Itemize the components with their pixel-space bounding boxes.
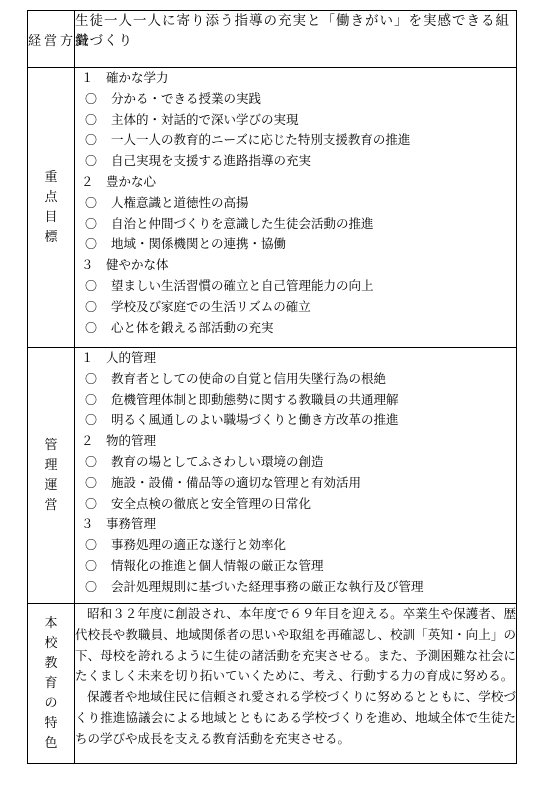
item-text: 一人一人の教育的ニーズに応じた特別支援教育の推進 — [111, 132, 411, 148]
list-item — [75, 110, 516, 131]
list-item — [75, 318, 516, 339]
item-text: 心と体を鍛える部活動の充実 — [111, 319, 274, 335]
item-text: 危機管理体制と即動態勢に関する教職員の共通理解 — [111, 391, 399, 407]
goals-label-char: 標 — [44, 229, 58, 245]
list-item — [75, 151, 516, 172]
item-text: 事務処理の適正な遂行と効率化 — [111, 537, 287, 553]
item-text: 望ましい生活習慣の確立と自己管理能力の向上 — [111, 277, 374, 293]
circle-bullet-icon: 〇 — [85, 154, 98, 169]
circle-bullet-icon: 〇 — [85, 392, 98, 407]
list-item — [75, 556, 516, 577]
circle-bullet-icon: 〇 — [85, 454, 98, 469]
goals-row — [28, 68, 517, 348]
features-label-char: の — [44, 695, 58, 711]
circle-bullet-icon: 〇 — [85, 320, 98, 335]
list-item — [75, 89, 516, 110]
item-text: 情報化の推進と個人情報の厳正な管理 — [111, 557, 324, 573]
circle-bullet-icon: 〇 — [85, 91, 98, 106]
features-label-text — [28, 614, 74, 754]
circle-bullet-icon: 〇 — [85, 237, 98, 252]
features-label — [28, 604, 75, 764]
goals-label-text — [28, 168, 74, 248]
management-label-char: 運 — [44, 477, 58, 493]
list-item — [75, 410, 516, 431]
circle-bullet-icon: 〇 — [85, 216, 98, 231]
circle-bullet-icon: 〇 — [85, 195, 98, 210]
list-item — [75, 535, 516, 556]
features-paragraph: 昭和３２年度に創設され、本年度で６９年目を迎える。卒業生や保護者、歴代校長や教職員、地域関係者の思いや取組を再確認し、校訓「英知・向上」の下、母校を誇れるように生徒の諸活動を充実させる。また、予測困難な社会にたくましく未来を切り拓いていくために、考え、行動する力の育成に努める。 — [75, 606, 516, 684]
circle-bullet-icon: 〇 — [85, 133, 98, 148]
item-text: 教育者としての使命の自覚と信用失墜行為の根絶 — [111, 370, 387, 386]
list-item — [75, 297, 516, 318]
management-content — [75, 348, 517, 604]
management-label-char: 管 — [44, 437, 58, 453]
management-label-text — [28, 436, 74, 516]
item-text: 自治と仲間づくりを意識した生徒会活動の推進 — [111, 215, 374, 231]
item-text: 分かる・できる授業の実践 — [111, 90, 262, 106]
section-heading: ２ 豊かな心 — [81, 173, 157, 189]
list-item — [75, 494, 516, 515]
item-text: 教育の場としてふさわしい環境の創造 — [111, 453, 324, 469]
features-label-char: 本 — [44, 615, 58, 631]
section-heading: ３ 事務管理 — [81, 516, 157, 532]
list-item — [75, 473, 516, 494]
list-item — [75, 452, 516, 473]
section-heading: ３ 健やかな体 — [81, 257, 169, 273]
circle-bullet-icon: 〇 — [85, 278, 98, 293]
management-row — [28, 348, 517, 604]
features-label-char: 色 — [44, 735, 58, 751]
features-label-char: 校 — [44, 635, 58, 651]
item-text: 人権意識と道徳性の高揚 — [111, 194, 249, 210]
item-text: 学校及び家庭での生活リズムの確立 — [111, 298, 311, 314]
circle-bullet-icon: 〇 — [85, 496, 98, 511]
goals-label-char: 重 — [44, 169, 58, 185]
circle-bullet-icon: 〇 — [85, 558, 98, 573]
goals-label-char: 目 — [44, 209, 58, 225]
item-text: 会計処理規則に基づいた経理事務の厳正な執行及び管理 — [111, 578, 424, 594]
features-row — [28, 604, 517, 764]
list-item — [75, 130, 516, 151]
item-text: 地域・関係機関との連携・協働 — [111, 236, 287, 252]
circle-bullet-icon: 〇 — [85, 371, 98, 386]
list-item — [75, 577, 516, 598]
circle-bullet-icon: 〇 — [85, 579, 98, 594]
item-text: 施設・設備・備品等の適切な管理と有効活用 — [111, 474, 362, 490]
goals-label-char: 点 — [44, 189, 58, 205]
list-item — [75, 276, 516, 297]
policy-label: 経営方針 — [28, 11, 75, 68]
circle-bullet-icon: 〇 — [85, 538, 98, 553]
list-item — [75, 390, 516, 411]
circle-bullet-icon: 〇 — [85, 299, 98, 314]
section-heading: １ 確かな学力 — [81, 70, 169, 85]
management-label-char: 理 — [44, 457, 58, 473]
list-item — [75, 193, 516, 214]
section-heading: ２ 物的管理 — [81, 433, 157, 449]
features-label-char: 特 — [44, 715, 58, 731]
school-policy-table — [27, 10, 517, 764]
features-label-char: 教 — [44, 655, 58, 671]
goals-label — [28, 68, 75, 348]
goals-content — [75, 68, 517, 348]
policy-row — [28, 11, 517, 68]
item-text: 自己実現を支援する進路指導の充実 — [111, 153, 312, 169]
item-text: 主体的・対話的で深い学びの実現 — [111, 111, 299, 127]
features-paragraph: 保護者や地域住民に信頼され愛される学校づくりに努めるとともに、学校づくり推進協議会による地域とともにある学校づくりを進め、地域全体で生徒たちの学びや成長を支える教育活動を充実させる。 — [75, 689, 516, 746]
management-label-char: 営 — [44, 497, 58, 513]
circle-bullet-icon: 〇 — [85, 475, 98, 490]
item-text: 明るく風通しのよい職場づくりと働き方改革の推進 — [111, 412, 399, 428]
management-label — [28, 348, 75, 604]
features-content — [75, 604, 517, 764]
policy-text: 生徒一人一人に寄り添う指導の充実と「働きがい」を実感できる組織づくり — [75, 11, 517, 68]
list-item — [75, 214, 516, 235]
circle-bullet-icon: 〇 — [85, 413, 98, 428]
list-item — [75, 369, 516, 390]
section-heading: １ 人的管理 — [81, 350, 157, 365]
circle-bullet-icon: 〇 — [85, 112, 98, 127]
list-item — [75, 234, 516, 255]
features-label-char: 育 — [44, 675, 58, 691]
item-text: 安全点検の徹底と安全管理の日常化 — [111, 495, 312, 511]
